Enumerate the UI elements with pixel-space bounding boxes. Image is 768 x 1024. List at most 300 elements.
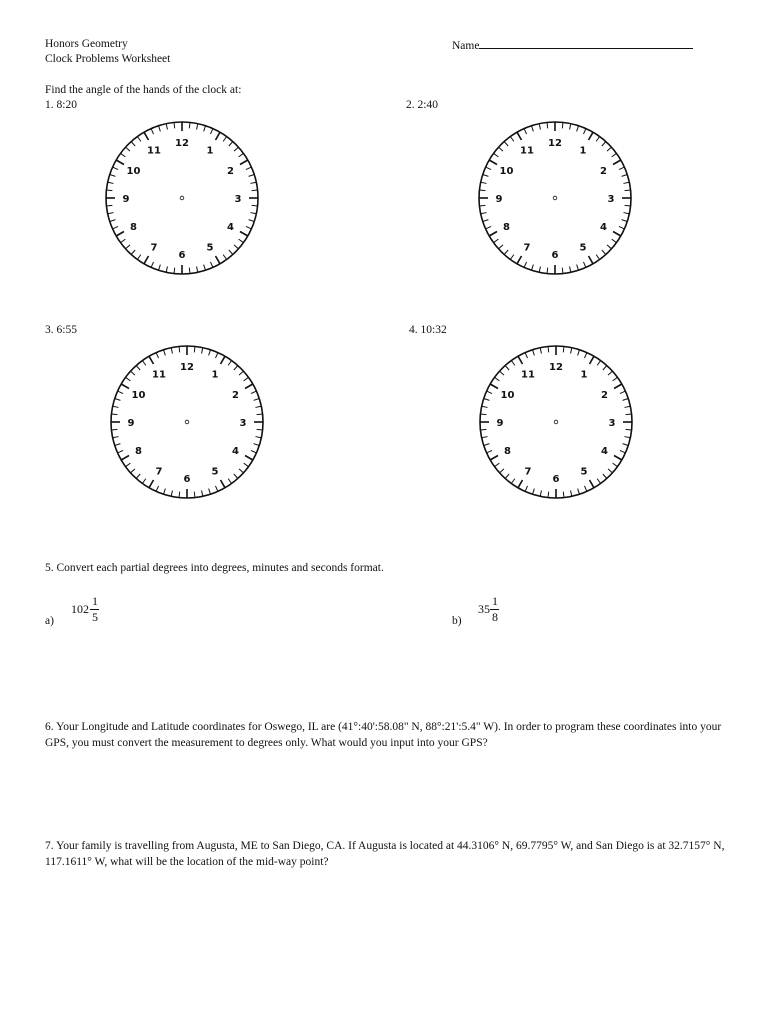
minute-tick	[499, 245, 503, 249]
minute-tick	[197, 124, 198, 130]
minute-tick	[252, 190, 258, 191]
hour-tick	[121, 456, 129, 461]
minute-tick	[257, 429, 263, 430]
clock-numeral: 1	[211, 369, 219, 381]
clock-numeral: 6	[552, 474, 560, 485]
clock-numeral: 7	[150, 242, 158, 254]
minute-tick	[533, 489, 535, 495]
minute-tick	[210, 129, 212, 134]
minute-tick	[578, 489, 580, 495]
minute-tick	[166, 124, 167, 130]
clock-numeral: 2	[232, 390, 239, 401]
minute-tick	[613, 377, 618, 381]
hour-tick	[614, 384, 622, 389]
clock-center-dot	[180, 196, 184, 200]
hour-tick	[216, 132, 221, 140]
minute-tick	[571, 348, 572, 354]
minute-tick	[511, 361, 515, 366]
minute-tick	[584, 353, 586, 358]
minute-tick	[578, 350, 580, 356]
hour-tick	[490, 384, 498, 389]
clock-numeral: 5	[579, 242, 587, 254]
minute-tick	[194, 346, 195, 352]
minute-tick	[504, 250, 508, 254]
clock-numeral: 8	[135, 446, 142, 457]
minute-tick	[118, 450, 123, 452]
clock-numeral: 5	[206, 242, 214, 254]
minute-tick	[524, 129, 526, 134]
minute-tick	[619, 167, 624, 169]
minute-tick	[494, 153, 499, 157]
minute-tick	[597, 361, 601, 366]
minute-tick	[209, 489, 211, 495]
minute-tick	[126, 147, 130, 151]
minute-tick	[210, 262, 212, 267]
minute-tick	[229, 250, 233, 254]
minute-tick	[626, 429, 632, 430]
minute-tick	[479, 205, 485, 206]
minute-tick	[142, 361, 146, 366]
minute-tick	[249, 220, 255, 222]
minute-tick	[602, 250, 606, 254]
minute-tick	[151, 129, 153, 134]
clock-numeral: 11	[152, 369, 166, 381]
minute-tick	[174, 122, 175, 128]
minute-tick	[234, 474, 238, 478]
clock-numeral: 1	[206, 145, 214, 157]
minute-tick	[215, 486, 217, 491]
minute-tick	[254, 444, 260, 446]
minute-tick	[209, 350, 211, 356]
minute-tick	[136, 366, 140, 370]
hour-tick	[517, 256, 522, 264]
minute-tick	[228, 361, 232, 366]
clock-center-dot	[553, 196, 557, 200]
clock-numeral: 3	[607, 194, 615, 205]
minute-tick	[254, 399, 260, 401]
minute-tick	[111, 414, 117, 415]
fraction-denominator: 5	[92, 610, 98, 624]
minute-tick	[577, 265, 579, 271]
minute-tick	[510, 137, 514, 142]
clock-numeral: 3	[234, 194, 242, 205]
hour-tick	[489, 232, 497, 237]
clock-numeral: 7	[524, 466, 532, 478]
problem-4-label: 4. 10:32	[409, 324, 447, 336]
minute-tick	[481, 213, 487, 214]
minute-tick	[131, 371, 135, 375]
minute-tick	[539, 266, 540, 272]
minute-tick	[525, 353, 527, 358]
minute-tick	[171, 490, 172, 496]
minute-tick	[234, 147, 238, 151]
clock-numeral: 5	[211, 466, 219, 478]
hour-tick	[144, 256, 149, 264]
minute-tick	[562, 268, 563, 274]
clock-numeral: 4	[600, 222, 607, 233]
minute-tick	[486, 226, 491, 228]
hour-tick	[518, 480, 523, 488]
hour-tick	[517, 132, 522, 140]
minute-tick	[608, 371, 612, 375]
problem-5a-mixed-number	[71, 594, 111, 626]
minute-tick	[607, 245, 611, 249]
minute-tick	[250, 213, 256, 214]
minute-tick	[548, 346, 549, 352]
minute-tick	[483, 175, 489, 177]
minute-tick	[197, 266, 198, 272]
minute-tick	[223, 255, 227, 260]
fraction-denominator: 8	[492, 610, 498, 624]
clock-numeral: 11	[521, 369, 535, 381]
minute-tick	[131, 469, 135, 473]
name-blank-line[interactable]	[479, 38, 693, 49]
hour-tick	[240, 232, 248, 237]
minute-tick	[563, 346, 564, 352]
fraction-numerator: 1	[92, 594, 98, 608]
clock-numeral: 10	[131, 390, 146, 401]
minute-tick	[533, 350, 535, 356]
minute-tick	[619, 226, 624, 228]
minute-tick	[584, 486, 586, 491]
clock-numeral: 12	[549, 362, 563, 373]
minute-tick	[113, 406, 119, 407]
minute-tick	[156, 353, 158, 358]
worksheet-title: Clock Problems Worksheet	[45, 53, 171, 65]
clock-numeral: 4	[232, 446, 239, 457]
clock-numeral: 12	[180, 362, 194, 373]
clock-numeral: 11	[520, 145, 534, 157]
clock-numeral: 4	[227, 222, 234, 233]
hour-tick	[590, 356, 595, 364]
minute-tick	[204, 126, 206, 132]
minute-tick	[607, 147, 611, 151]
minute-tick	[505, 366, 509, 370]
minute-tick	[121, 153, 126, 157]
hour-tick	[221, 480, 226, 488]
instructions: Find the angle of the hands of the clock at:	[45, 84, 242, 96]
minute-tick	[126, 377, 131, 381]
minute-tick	[484, 444, 490, 446]
minute-tick	[234, 366, 238, 370]
minute-tick	[495, 377, 500, 381]
minute-tick	[624, 406, 630, 407]
clock-numeral: 2	[600, 166, 607, 177]
minute-tick	[115, 444, 121, 446]
hour-tick	[489, 160, 497, 165]
clock-numeral: 8	[503, 222, 510, 233]
minute-tick	[174, 268, 175, 274]
minute-tick	[539, 124, 540, 130]
minute-tick	[540, 490, 541, 496]
minute-tick	[249, 175, 255, 177]
clock-numeral: 12	[548, 138, 562, 149]
clock-numeral: 7	[155, 466, 163, 478]
clock-svg	[102, 118, 262, 278]
minute-tick	[252, 205, 258, 206]
minute-tick	[106, 190, 112, 191]
minute-tick	[623, 444, 629, 446]
minute-tick	[179, 346, 180, 352]
hour-tick	[144, 132, 149, 140]
minute-tick	[142, 479, 146, 484]
minute-tick	[204, 265, 206, 271]
hour-tick	[245, 456, 253, 461]
clock-numeral: 6	[178, 250, 186, 261]
hour-tick	[149, 480, 154, 488]
hour-tick	[490, 456, 498, 461]
hour-tick	[116, 160, 124, 165]
minute-tick	[500, 371, 504, 375]
minute-tick	[510, 255, 514, 260]
minute-tick	[524, 262, 526, 267]
minute-tick	[234, 245, 238, 249]
hour-tick	[589, 256, 594, 264]
minute-tick	[159, 265, 161, 271]
fraction-numerator: 1	[492, 594, 498, 608]
minute-tick	[596, 255, 600, 260]
clock-center-dot	[554, 420, 558, 424]
clock-numeral: 3	[608, 418, 616, 429]
minute-tick	[525, 486, 527, 491]
name-label: Name	[452, 40, 480, 52]
minute-tick	[577, 126, 579, 132]
minute-tick	[626, 414, 632, 415]
minute-tick	[189, 268, 190, 274]
minute-tick	[499, 147, 503, 151]
minute-tick	[571, 490, 572, 496]
clock-numeral: 5	[580, 466, 588, 478]
minute-tick	[620, 391, 625, 393]
problem-2-label: 2. 2:40	[406, 99, 438, 111]
clock-numeral: 3	[239, 418, 247, 429]
minute-tick	[113, 167, 118, 169]
minute-tick	[194, 492, 195, 498]
mixed-number-whole: 35	[478, 602, 490, 616]
minute-tick	[239, 371, 243, 375]
clock-numeral: 2	[227, 166, 234, 177]
minute-tick	[113, 226, 118, 228]
minute-tick	[612, 153, 617, 157]
minute-tick	[563, 492, 564, 498]
minute-tick	[246, 226, 251, 228]
minute-tick	[603, 474, 607, 478]
minute-tick	[137, 255, 141, 260]
minute-tick	[620, 450, 625, 452]
minute-tick	[623, 213, 629, 214]
clock-numeral: 8	[504, 446, 511, 457]
minute-tick	[602, 142, 606, 146]
clock-numeral: 10	[126, 166, 141, 177]
minute-tick	[479, 190, 485, 191]
minute-tick	[622, 175, 628, 177]
clock-numeral: 9	[496, 418, 504, 429]
clock-numeral: 1	[579, 145, 587, 157]
problem-6-text: 6. Your Longitude and Latitude coordinates for Oswego, IL are (41°:40':58.08" N, 88°:21':5.4" W). In order to program these coordinates into your GPS, you must convert the measurement to degrees only. What would you input into your GPS?	[45, 721, 722, 749]
clock-face-4	[476, 342, 636, 502]
minute-tick	[603, 366, 607, 370]
minute-tick	[179, 492, 180, 498]
problem-5a-label: a)	[45, 615, 54, 627]
minute-tick	[202, 348, 203, 354]
problem-7-text: 7. Your family is travelling from Augusta, ME to San Diego, CA. If Augusta is located at 44.3106° N, 69.7795° W, and San Diego is at 32.7157° N, 117.1611° W, what will be the location of the mid-way point?	[45, 840, 725, 868]
minute-tick	[164, 489, 166, 495]
minute-tick	[239, 469, 243, 473]
minute-tick	[622, 220, 628, 222]
minute-tick	[570, 124, 571, 130]
minute-tick	[505, 474, 509, 478]
hour-tick	[240, 160, 248, 165]
hour-tick	[121, 384, 129, 389]
minute-tick	[110, 220, 116, 222]
clock-numeral: 10	[499, 166, 514, 177]
minute-tick	[486, 167, 491, 169]
minute-tick	[121, 239, 126, 243]
minute-tick	[137, 137, 141, 142]
clock-numeral: 10	[500, 390, 515, 401]
hour-tick	[613, 232, 621, 237]
hour-tick	[614, 456, 622, 461]
clock-numeral: 1	[580, 369, 588, 381]
clock-numeral: 4	[601, 446, 608, 457]
minute-tick	[495, 463, 500, 467]
minute-tick	[624, 437, 630, 438]
clock-center-dot	[185, 420, 189, 424]
minute-tick	[511, 479, 515, 484]
minute-tick	[257, 414, 263, 415]
minute-tick	[255, 437, 261, 438]
minute-tick	[583, 129, 585, 134]
minute-tick	[108, 182, 114, 183]
minute-tick	[487, 391, 492, 393]
minute-tick	[608, 469, 612, 473]
minute-tick	[613, 463, 618, 467]
minute-tick	[106, 205, 112, 206]
hour-tick	[590, 480, 595, 488]
minute-tick	[229, 142, 233, 146]
clock-numeral: 2	[601, 390, 608, 401]
minute-tick	[246, 167, 251, 169]
minute-tick	[118, 391, 123, 393]
minute-tick	[251, 391, 256, 393]
minute-tick	[562, 122, 563, 128]
minute-tick	[625, 205, 631, 206]
minute-tick	[481, 182, 487, 183]
clock-numeral: 7	[523, 242, 531, 254]
minute-tick	[255, 406, 261, 407]
minute-tick	[126, 463, 131, 467]
minute-tick	[480, 414, 486, 415]
minute-tick	[164, 350, 166, 356]
minute-tick	[239, 239, 244, 243]
minute-tick	[623, 182, 629, 183]
minute-tick	[540, 348, 541, 354]
hour-tick	[149, 356, 154, 364]
problem-5b-mixed-number	[478, 594, 512, 626]
minute-tick	[202, 490, 203, 496]
name-field[interactable]	[452, 38, 693, 52]
hour-tick	[116, 232, 124, 237]
clock-svg	[476, 342, 636, 502]
minute-tick	[223, 137, 227, 142]
minute-tick	[570, 266, 571, 272]
minute-tick	[113, 437, 119, 438]
clock-numeral: 11	[147, 145, 161, 157]
minute-tick	[532, 126, 534, 132]
clock-face-3	[107, 342, 267, 502]
minute-tick	[115, 399, 121, 401]
minute-tick	[583, 262, 585, 267]
minute-tick	[250, 182, 256, 183]
minute-tick	[166, 266, 167, 272]
minute-tick	[597, 479, 601, 484]
minute-tick	[547, 122, 548, 128]
minute-tick	[239, 153, 244, 157]
minute-tick	[111, 429, 117, 430]
minute-tick	[483, 220, 489, 222]
minute-tick	[110, 175, 116, 177]
clock-face-1	[102, 118, 262, 278]
minute-tick	[596, 137, 600, 142]
clock-svg	[107, 342, 267, 502]
minute-tick	[482, 437, 488, 438]
hour-tick	[221, 356, 226, 364]
minute-tick	[215, 353, 217, 358]
minute-tick	[548, 492, 549, 498]
minute-tick	[136, 474, 140, 478]
minute-tick	[547, 268, 548, 274]
minute-tick	[504, 142, 508, 146]
hour-tick	[589, 132, 594, 140]
problem-5b-label: b)	[452, 615, 462, 627]
minute-tick	[151, 262, 153, 267]
minute-tick	[251, 450, 256, 452]
minute-tick	[108, 213, 114, 214]
minute-tick	[500, 469, 504, 473]
problem-5-prompt: 5. Convert each partial degrees into degrees, minutes and seconds format.	[45, 562, 384, 574]
minute-tick	[159, 126, 161, 132]
clock-svg	[475, 118, 635, 278]
problem-1-label: 1. 8:20	[45, 99, 77, 111]
minute-tick	[244, 463, 249, 467]
minute-tick	[126, 245, 130, 249]
minute-tick	[131, 250, 135, 254]
problem-3-label: 3. 6:55	[45, 324, 77, 336]
minute-tick	[494, 239, 499, 243]
hour-tick	[518, 356, 523, 364]
minute-tick	[623, 399, 629, 401]
clock-numeral: 6	[551, 250, 559, 261]
minute-tick	[487, 450, 492, 452]
minute-tick	[156, 486, 158, 491]
minute-tick	[625, 190, 631, 191]
minute-tick	[612, 239, 617, 243]
minute-tick	[244, 377, 249, 381]
mixed-number-whole: 102	[71, 602, 89, 616]
hour-tick	[613, 160, 621, 165]
clock-numeral: 9	[495, 194, 503, 205]
minute-tick	[189, 122, 190, 128]
clock-numeral: 12	[175, 138, 189, 149]
minute-tick	[482, 406, 488, 407]
hour-tick	[216, 256, 221, 264]
minute-tick	[228, 479, 232, 484]
clock-numeral: 9	[127, 418, 135, 429]
minute-tick	[480, 429, 486, 430]
clock-numeral: 6	[183, 474, 191, 485]
clock-numeral: 9	[122, 194, 130, 205]
minute-tick	[171, 348, 172, 354]
